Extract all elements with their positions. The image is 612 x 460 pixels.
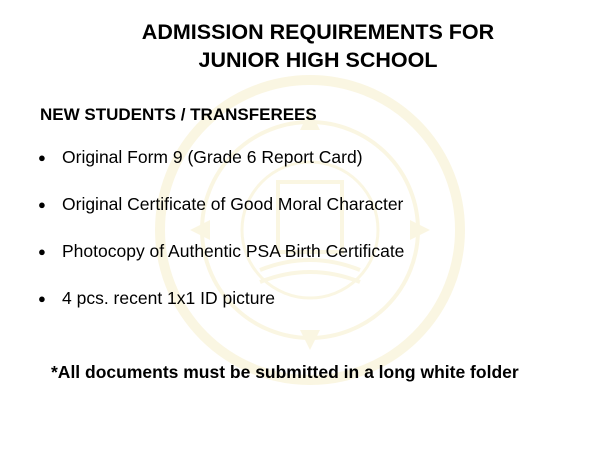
list-item (38, 239, 404, 263)
list-item (38, 192, 404, 216)
bullet-icon: ● (38, 290, 46, 306)
requirement-text: Original Form 9 (Grade 6 Report Card) (62, 146, 363, 167)
requirement-text: Original Certificate of Good Moral Character (62, 193, 404, 214)
bullet-icon: ● (38, 196, 46, 212)
requirements-list (38, 145, 404, 333)
bullet-icon: ● (38, 149, 46, 165)
submission-note: *All documents must be submitted in a long white folder (51, 362, 519, 382)
page-title (0, 18, 612, 74)
section-heading: NEW STUDENTS / TRANSFEREES (40, 105, 317, 124)
list-item (38, 145, 404, 169)
title-line-1: ADMISSION REQUIREMENTS FOR (141, 20, 495, 44)
list-item (38, 286, 404, 310)
title-line-2: JUNIOR HIGH SCHOOL (198, 48, 438, 72)
requirement-text: 4 pcs. recent 1x1 ID picture (62, 287, 276, 308)
bullet-icon: ● (38, 243, 46, 259)
requirement-text: Photocopy of Authentic PSA Birth Certificate (62, 240, 405, 261)
